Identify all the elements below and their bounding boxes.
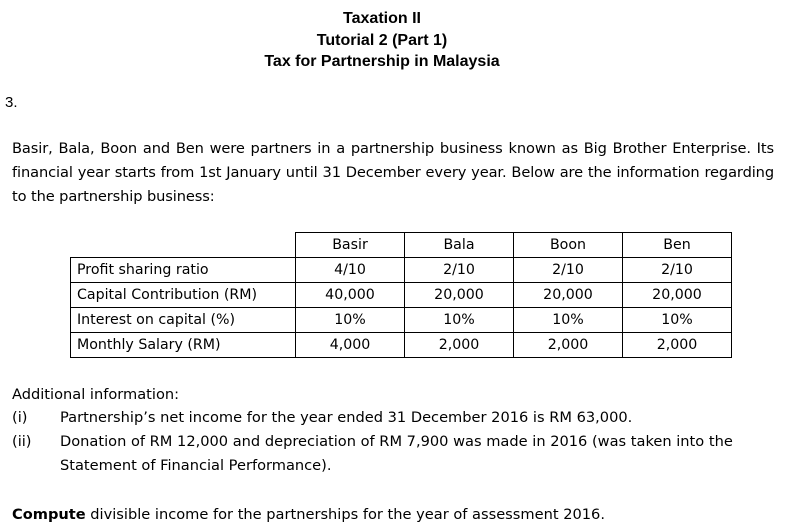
additional-info-item [12, 430, 776, 478]
item-marker: (ii) [12, 433, 32, 450]
table-cell: 2/10 [405, 258, 514, 283]
course-title: Taxation II [343, 10, 421, 27]
partner-header: Ben [623, 233, 732, 258]
partner-header: Bala [405, 233, 514, 258]
item-marker: (i) [12, 409, 28, 426]
topic-title: Tax for Partnership in Malaysia [264, 53, 500, 70]
table-cell: 20,000 [405, 283, 514, 308]
table-cell: 2/10 [514, 258, 623, 283]
table-row [71, 333, 732, 358]
table-cell: 10% [405, 308, 514, 333]
additional-info-heading: Additional information: [12, 386, 180, 403]
table-cell: 2/10 [623, 258, 732, 283]
partner-header: Boon [514, 233, 623, 258]
table-cell: 2,000 [623, 333, 732, 358]
question-intro: Basir, Bala, Boon and Ben were partners in a partnership business known as Big Brother Enterprise. Its financial year starts from 1st January until 31 December every year. Below are the information regarding to the partnership business: [12, 140, 774, 205]
table-cell: 20,000 [514, 283, 623, 308]
table-cell: 2,000 [405, 333, 514, 358]
task-text: divisible income for the partnerships for the year of assessment 2016. [85, 506, 605, 523]
task-verb: Compute [12, 506, 86, 523]
table-cell: 4,000 [296, 333, 405, 358]
table-cell: 40,000 [296, 283, 405, 308]
table-cell: 10% [623, 308, 732, 333]
table-row [71, 308, 732, 333]
partner-header: Basir [296, 233, 405, 258]
item-text: Donation of RM 12,000 and depreciation of RM 7,900 was made in 2016 (was taken into the Statement of Financial Performance). [60, 433, 733, 474]
table-header-row [71, 233, 732, 258]
task-instruction [12, 503, 605, 527]
table-cell: 10% [514, 308, 623, 333]
question-number: 3. [5, 94, 18, 111]
tutorial-title: Tutorial 2 (Part 1) [316, 32, 448, 49]
table-row [71, 258, 732, 283]
table-cell: 4/10 [296, 258, 405, 283]
table-cell: 10% [296, 308, 405, 333]
additional-info-item [12, 406, 776, 430]
table-row [71, 283, 732, 308]
row-label: Interest on capital (%) [71, 308, 296, 333]
row-label: Capital Contribution (RM) [71, 283, 296, 308]
table-cell: 20,000 [623, 283, 732, 308]
table-cell: 2,000 [514, 333, 623, 358]
row-label: Profit sharing ratio [71, 258, 296, 283]
partner-info-table [70, 232, 732, 358]
item-text: Partnership’s net income for the year ended 31 December 2016 is RM 63,000. [60, 409, 633, 426]
row-label: Monthly Salary (RM) [71, 333, 296, 358]
table-corner-blank [71, 233, 296, 258]
